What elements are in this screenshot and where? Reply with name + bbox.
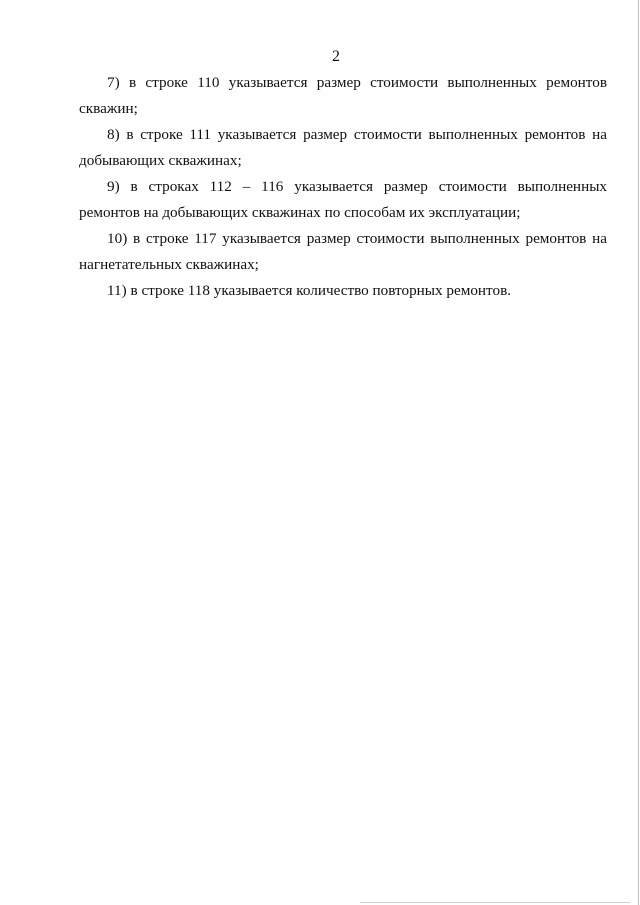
paragraph-item-9: 9) в строках 112 – 116 указывается размер стоимости выполненных ремонтов на добывающих скважинах по способам их эксплуатации; — [79, 178, 607, 221]
page-edge-bottom — [360, 902, 630, 903]
page-number: 2 — [332, 48, 340, 65]
paragraph-item-8: 8) в строке 111 указывается размер стоимости выполненных ремонтов на добывающих скважинах; — [79, 126, 607, 169]
document-body — [79, 70, 607, 304]
paragraph-item-11: 11) в строке 118 указывается количество повторных ремонтов. — [107, 282, 512, 299]
paragraph-item-10: 10) в строке 117 указывается размер стоимости выполненных ремонтов на нагнетательных скважинах; — [79, 230, 607, 273]
paragraph-item-7: 7) в строке 110 указывается размер стоимости выполненных ремонтов скважин; — [79, 74, 607, 117]
page-edge-right — [638, 0, 639, 905]
